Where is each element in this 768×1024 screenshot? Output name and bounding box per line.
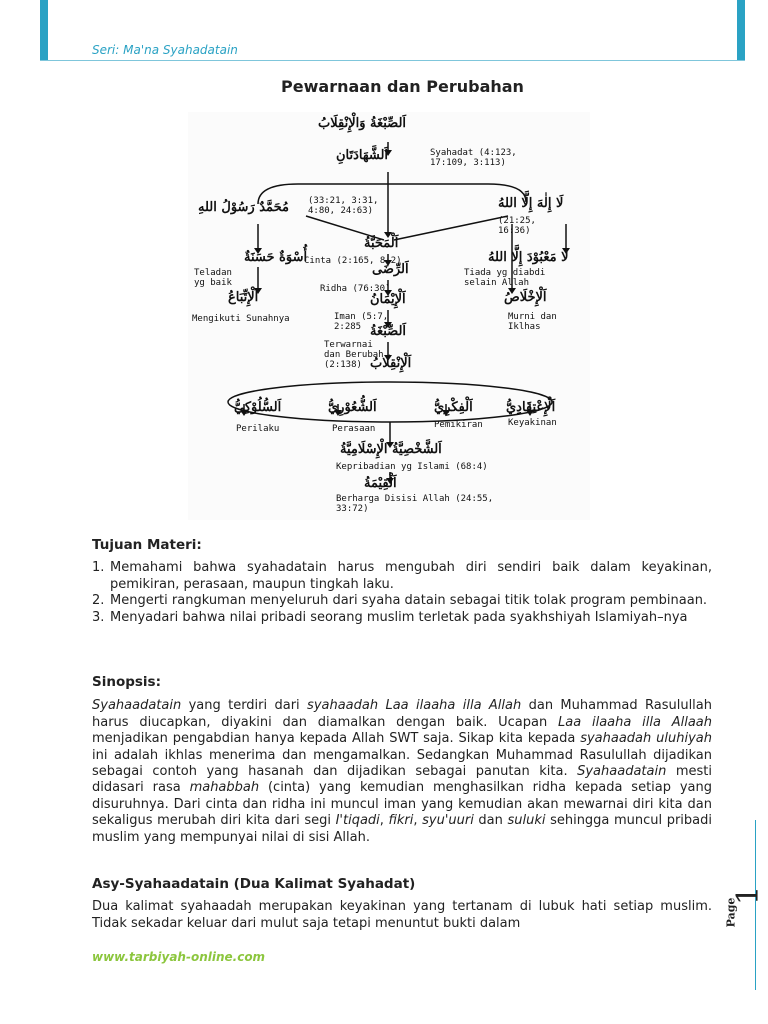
label-terwarnai: Terwarnai dan Berubah (2:138) — [324, 340, 384, 370]
label-tauhid-ref: (21:25, 16:36) — [498, 216, 536, 236]
ar-ikhlas: اَلْإِخْلَاصُ — [504, 290, 547, 305]
ar-sibghah-inqilab: اَلصِّبْغَةُ وَالْإِنْقِلَابُ — [318, 116, 407, 131]
ar-syahadatain: اَلشَّهَادَتَانِ — [336, 148, 389, 163]
concept-diagram — [188, 112, 590, 520]
ar-syakhsiyah-islamiyah: اَلشَّخْصِيَّةُ الْإِسْلَامِيَّةُ — [340, 442, 442, 457]
ar-laa-mabuda: لَا مَعْبُوْدَ إِلَّا اللهُ — [488, 250, 569, 265]
label-tiada-diabdi: Tiada yg diabdi selain Allah — [464, 268, 546, 288]
list-item: 1. Memahami bahwa syahadatain harus mengubah diri sendiri baik dalam keyakinan, pemikiran, perasaan, maupun tingkah laku. — [92, 560, 712, 592]
page-label: Page — [724, 897, 738, 928]
ar-itiqadi: اَلْإِعْتِقَادِيُّ — [506, 400, 556, 415]
ar-ridha: اَلرِّضَى — [372, 262, 409, 277]
tujuan-list — [92, 560, 712, 626]
page-number — [722, 882, 767, 932]
sinopsis-heading: Sinopsis: — [92, 674, 161, 690]
ar-uswah-hasanah: أُسْوَةٌ حَسَنَةٌ — [244, 250, 308, 265]
asy-paragraph: Dua kalimat syahaadah merupakan keyakinan yang tertanam di lubuk hati setiap muslim. Tidak sekadar keluar dari mulut saja tetapi menuntut bukti dalam — [92, 899, 712, 931]
header-rule — [40, 60, 745, 61]
sinopsis-paragraph: Syahaadatain yang terdiri dari syahaadah Laa ilaaha illa Allah dan Muhammad Rasulullah harus diucapkan, diyakini dan diamalkan dengan baik. Ucapan Laa ilaaha illa Allaah menjadikan pengabdian hanya kepada Allah SWT saja. Sikap kita kepada syahaadah uluhiyah ini adalah ikhlas menerima dan mengamalkan. Sedangkan Muhammad Rasulullah dijadikan sebagai contoh yang hasanah dan dijadikan sebagai panutan kita. Syahaadatain mesti didasari rasa mahabbah (cinta) yang kemudian menghasilkan ridha kepada setiap yang disuruhnya. Dari cinta dan ridha ini muncul iman yang kemudian akan mewarnai diri kita dan sekaligus merubah diri kita dari segi I'tiqadi, fikri, syu'uuri dan suluki sehingga muncul pribadi muslim yang mempunyai nilai di sisi Allah. — [92, 698, 713, 845]
label-kepribadian: Kepribadian yg Islami (68:4) — [336, 462, 488, 472]
asy-syahadatain-section — [92, 876, 712, 932]
page-title: Pewarnaan dan Perubahan — [281, 77, 524, 96]
ar-ittiba: اَلْإِتِّبَاعُ — [228, 290, 259, 305]
header-accent-bar-left — [40, 0, 48, 60]
label-keyakinan: Keyakinan — [508, 418, 557, 428]
label-sunnah: Mengikuti Sunahnya — [192, 314, 290, 324]
ar-laa-ilaaha: لَا إِلٰهَ إِلَّا اللهُ — [498, 196, 564, 211]
ar-suluki: اَلسُّلُوْكِيُّ — [234, 400, 282, 415]
tujuan-section — [92, 537, 712, 626]
ar-fikri: اَلْفِكْرِيُّ — [434, 400, 473, 415]
tujuan-heading: Tujuan Materi: — [92, 537, 202, 553]
asy-heading: Asy-Syahaadatain (Dua Kalimat Syahadat) — [92, 876, 416, 892]
page-number-value: 1 — [731, 885, 767, 906]
ar-inqilab: اَلْإِنْقِلَابُ — [370, 356, 412, 371]
label-murni-ikhlas: Murni dan Iklhas — [508, 312, 557, 332]
footer-url[interactable]: www.tarbiyah-online.com — [92, 950, 266, 964]
label-ridha: Ridha (76:30) — [320, 284, 391, 294]
ar-syuuri: اَلشُّعُوْرِيُّ — [328, 400, 377, 415]
label-syahadat-ref: Syahadat (4:123, 17:109, 3:113) — [430, 148, 517, 168]
series-title: Seri: Ma'na Syahadatain — [92, 43, 238, 57]
label-perilaku: Perilaku — [236, 424, 280, 434]
list-item: 2. Mengerti rangkuman menyeluruh dari syaha datain sebagai titik tolak program pembinaan. — [92, 593, 708, 609]
list-item: 3. Menyadari bahwa nilai pribadi seorang muslim terletak pada syakhshiyah Islamiyah–nya — [92, 609, 688, 625]
ar-sibghah: اَلصِّبْغَةُ — [370, 324, 407, 339]
ar-muhammad-rasulullah: مُحَمَّدٌ رَسُوْلُ اللهِ — [198, 200, 289, 215]
label-iman: Iman (5:7, 2:285 — [334, 312, 389, 332]
label-perasaan: Perasaan — [332, 424, 376, 434]
ar-qimah: اَلْقِيْمَةُ — [364, 476, 397, 491]
label-teladan: Teladan yg baik — [194, 268, 232, 288]
label-rasul-ref: (33:21, 3:31, 4:80, 24:63) — [308, 196, 379, 216]
sinopsis-section — [92, 674, 712, 846]
label-berharga: Berharga Disisi Allah (24:55, 33:72) — [336, 494, 494, 514]
ar-iman: اَلْإِيْمَانُ — [370, 292, 406, 307]
label-cinta: Cinta (2:165, 8:2) — [304, 256, 402, 266]
ar-mahabbah: اَلْمَحَبَّةُ — [364, 236, 399, 251]
label-pemikiran: Pemikiran — [434, 420, 483, 430]
header-accent-bar-right — [737, 0, 745, 60]
